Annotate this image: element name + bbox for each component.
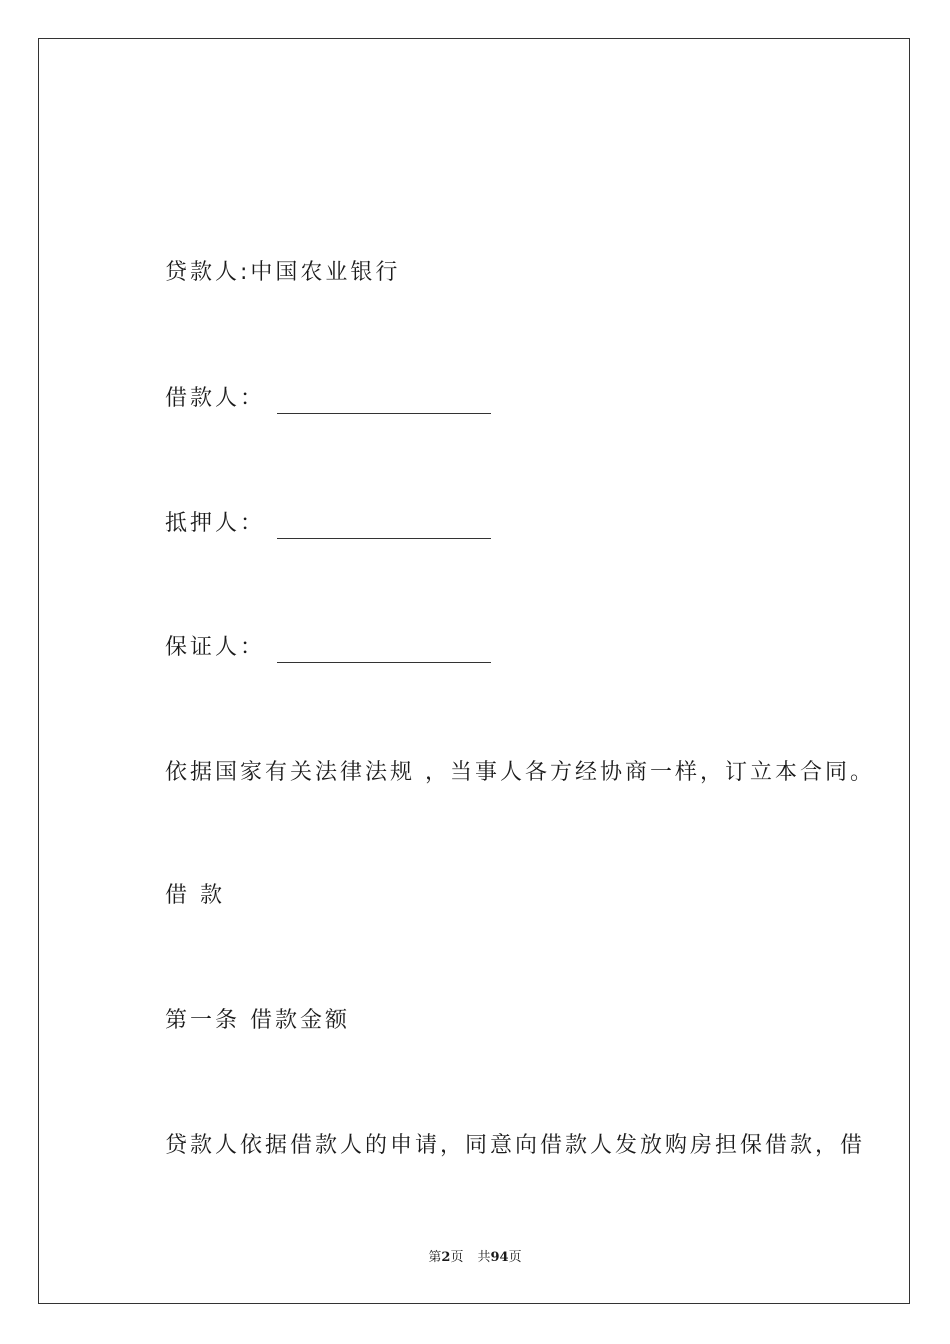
footer-total-suffix: 页 xyxy=(508,1250,522,1265)
mortgagor-blank xyxy=(277,516,491,539)
preamble-paragraph: 依据国家有关法律法规 ，当事人各方经协商一样，订立本合同。 xyxy=(165,760,875,785)
borrower-blank xyxy=(277,391,491,414)
article-heading: 第一条 借款金额 xyxy=(165,1008,350,1033)
mortgagor-line xyxy=(165,509,491,539)
footer-page-number: 2 xyxy=(441,1250,451,1265)
guarantor-blank xyxy=(277,640,491,663)
lender-line: 贷款人:中国农业银行 xyxy=(165,260,401,285)
section-heading: 借 款 xyxy=(165,883,225,908)
footer-total-prefix: 共 xyxy=(477,1250,491,1265)
page-footer xyxy=(0,1246,950,1265)
page-border xyxy=(38,38,910,1304)
mortgagor-label: 抵押人： xyxy=(165,511,266,536)
footer-page-suffix: 页 xyxy=(450,1250,464,1265)
footer-page-prefix: 第 xyxy=(428,1250,442,1265)
footer-total-pages: 94 xyxy=(490,1250,509,1265)
guarantor-label: 保证人： xyxy=(165,635,266,660)
article-body: 贷款人依据借款人的申请，同意向借款人发放购房担保借款，借 xyxy=(165,1133,866,1158)
guarantor-line xyxy=(165,633,491,663)
borrower-line xyxy=(165,384,491,414)
borrower-label: 借款人： xyxy=(165,386,266,411)
